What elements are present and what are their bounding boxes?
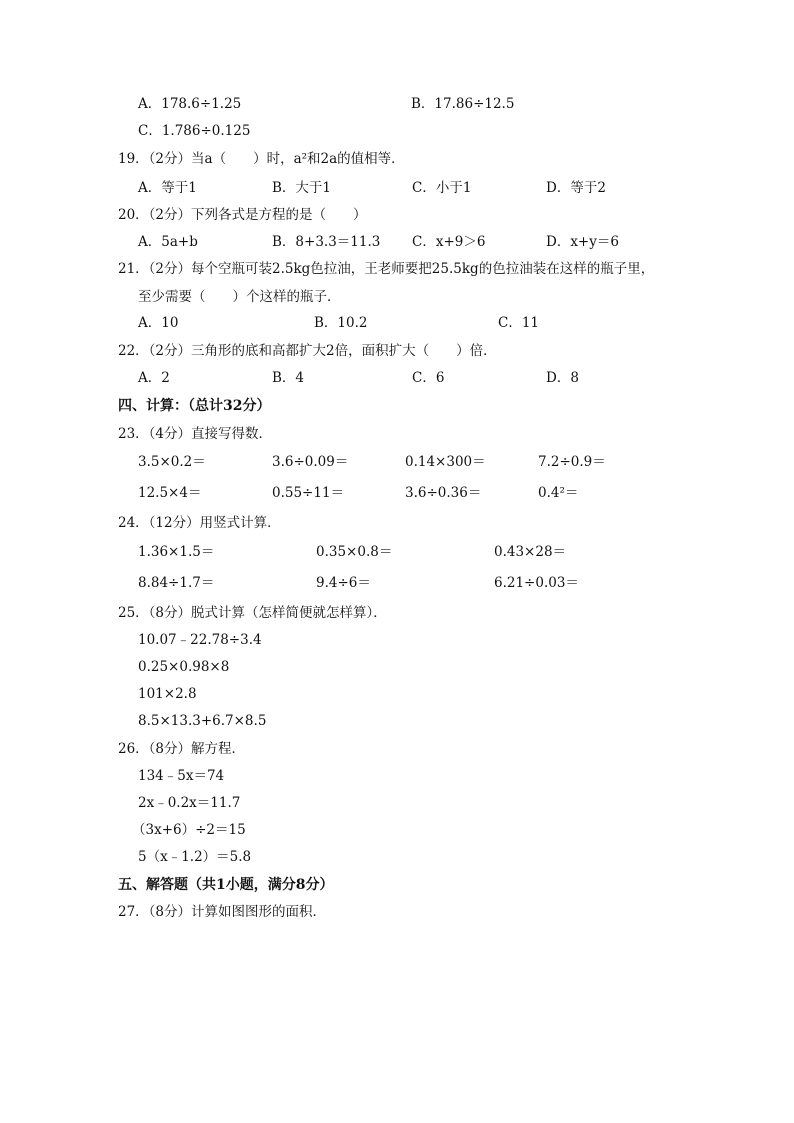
text-line: 至少需要（ ）个这样的瓶子．: [138, 289, 341, 305]
text-line: A．5a+b: [138, 234, 198, 250]
text-line: D．等于2: [546, 180, 606, 196]
text-line: 134﹣5x＝74: [138, 768, 225, 784]
text-line: 20．（2分）下列各式是方程的是（ ）: [118, 207, 367, 223]
text-line: B．10.2: [314, 315, 368, 331]
text-line: 0.35×0.8＝: [316, 544, 393, 560]
text-line: C．1.786÷0.125: [138, 123, 251, 139]
text-line: A．178.6÷1.25: [138, 96, 242, 112]
text-line: 0.14×300＝: [405, 454, 486, 470]
text-line: C．11: [498, 315, 540, 331]
text-line: 27．（8分）计算如图图形的面积．: [118, 904, 327, 920]
text-line: 5（x﹣1.2）＝5.8: [138, 849, 252, 865]
text-line: 3.6÷0.36＝: [405, 485, 482, 501]
text-line: D．x+y＝6: [546, 234, 619, 250]
text-line: 3.5×0.2＝: [138, 454, 206, 470]
text-line: B．17.86÷12.5: [411, 96, 515, 112]
text-line: 0.55÷11＝: [272, 485, 345, 501]
text-line: B．4: [272, 370, 305, 386]
text-line: A．2: [138, 370, 170, 386]
text-line: 26．（8分）解方程．: [118, 741, 246, 757]
text-line: 9.4÷6＝: [316, 575, 371, 591]
text-line: 22．（2分）三角形的底和高都扩大2倍，面积扩大（ ）倍．: [118, 343, 497, 359]
text-line: 24．（12分）用竖式计算．: [118, 515, 281, 531]
text-line: 101×2.8: [138, 686, 197, 702]
text-line: 1.36×1.5＝: [138, 544, 215, 560]
text-line: D．8: [546, 370, 579, 386]
text-line: A．10: [138, 315, 179, 331]
section-heading: 四、计算：（总计32分）: [118, 398, 271, 414]
text-line: 19．（2分）当a（ ）时，a²和2a的值相等．: [118, 151, 405, 167]
text-line: A．等于1: [138, 180, 197, 196]
text-line: 10.07﹣22.78÷3.4: [138, 632, 262, 648]
text-line: 23．（4分）直接写得数．: [118, 426, 273, 442]
text-line: B．大于1: [272, 180, 332, 196]
text-line: （3x+6）÷2＝15: [132, 822, 246, 838]
text-line: 8.84÷1.7＝: [138, 575, 215, 591]
text-line: C．x+9＞6: [412, 234, 486, 250]
text-line: 2x﹣0.2x＝11.7: [138, 795, 241, 811]
text-line: 12.5×4＝: [138, 485, 202, 501]
text-line: 0.4²＝: [538, 485, 579, 501]
text-line: 0.25×0.98×8: [138, 659, 230, 675]
text-line: C．6: [412, 370, 445, 386]
text-line: 25．（8分）脱式计算（怎样简便就怎样算）．: [118, 605, 387, 621]
text-line: 3.6÷0.09＝: [272, 454, 349, 470]
text-line: 6.21÷0.03＝: [494, 575, 579, 591]
text-line: 8.5×13.3+6.7×8.5: [138, 713, 267, 729]
text-line: 0.43×28＝: [494, 544, 567, 560]
text-line: C．小于1: [412, 180, 472, 196]
text-line: 21．（2分）每个空瓶可装2.5kg色拉油，王老师要把25.5kg的色拉油装在这样的瓶子里，: [118, 261, 655, 277]
text-line: 7.2÷0.9＝: [538, 454, 606, 470]
section-heading: 五、解答题（共1小题，满分8分）: [118, 877, 334, 893]
text-line: B．8+3.3＝11.3: [272, 234, 381, 250]
